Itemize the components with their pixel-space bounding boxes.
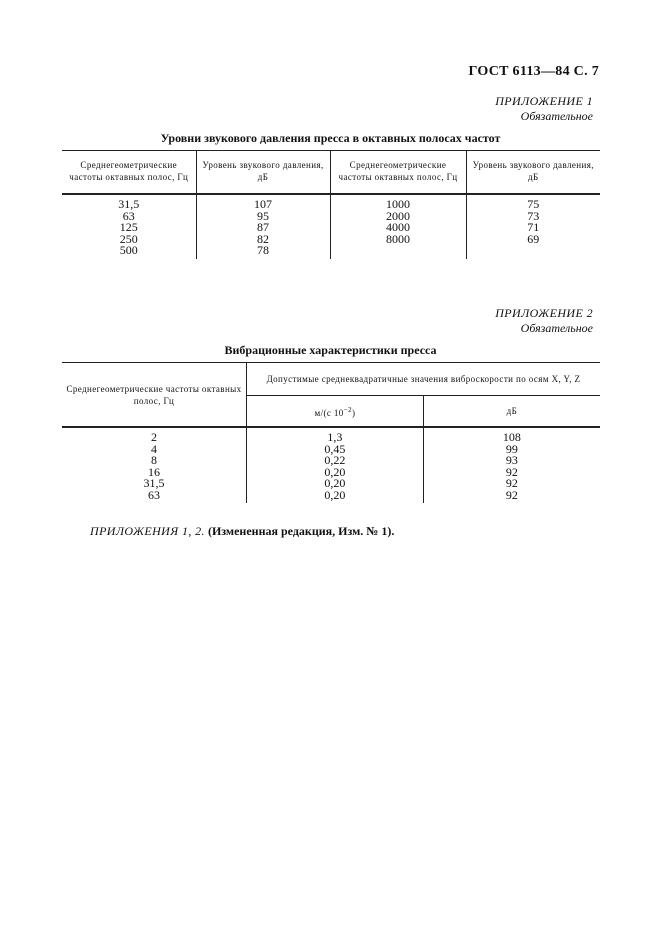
- table-cell: 93: [423, 455, 600, 467]
- table-cell: 99: [423, 444, 600, 456]
- appendix-1-label: ПРИЛОЖЕНИЕ 1: [495, 94, 593, 108]
- table-cell: 1,3: [247, 427, 424, 444]
- table-row: [62, 234, 600, 246]
- page-header: ГОСТ 6113—84 С. 7: [468, 64, 599, 79]
- table-cell: 0,20: [247, 467, 424, 479]
- table-2-title: Вибрационные характеристики пресса: [224, 343, 437, 357]
- table-cell: 82: [196, 234, 330, 246]
- table-cell: 2000: [330, 211, 466, 223]
- table-cell: 73: [466, 211, 600, 223]
- table-cell: 0,45: [247, 444, 424, 456]
- table-cell: 63: [148, 487, 161, 502]
- table-cell: 1000: [330, 194, 466, 211]
- table-cell: 31,5: [118, 197, 140, 211]
- table-1-header-cell: Среднегеометрические частоты октавных полос, Гц: [330, 151, 466, 195]
- table-cell: 92: [423, 478, 600, 490]
- appendix-2-block: [495, 306, 593, 336]
- table-1-header-row: [62, 151, 600, 195]
- table-1-header-cell: Уровень звукового давления, дБ: [466, 151, 600, 195]
- table-cell: 4000: [330, 222, 466, 234]
- table-cell: 0,20: [247, 490, 424, 504]
- unit-close: ): [351, 407, 356, 418]
- table-cell: 8: [151, 453, 158, 467]
- table-cell: 8000: [330, 234, 466, 246]
- table-cell: [466, 245, 600, 259]
- table-cell: 16: [148, 464, 161, 479]
- table-row: [62, 490, 600, 504]
- table-cell: 69: [466, 234, 600, 246]
- table-cell: 500: [119, 243, 138, 257]
- table-2-group-header: Допустимые среднеквадратичные значения виброскорости по осям X, Y, Z: [247, 363, 600, 396]
- table-row: [62, 222, 600, 234]
- table-cell: 2: [151, 430, 158, 444]
- table-cell: 71: [466, 222, 600, 234]
- appendix-2-label: ПРИЛОЖЕНИЕ 2: [495, 306, 593, 320]
- vibration-table: [62, 362, 600, 503]
- table-cell: 0,22: [247, 455, 424, 467]
- table-cell: 0,20: [247, 478, 424, 490]
- table-row: [62, 194, 600, 211]
- table-cell: [330, 245, 466, 259]
- table-1-title: Уровни звукового давления пресса в октавных полосах частот: [160, 131, 501, 145]
- sound-pressure-table: [62, 150, 600, 259]
- footnote-reference: ПРИЛОЖЕНИЯ 1, 2.: [90, 524, 205, 538]
- footnote-amendment: (Измененная редакция, Изм. № 1).: [207, 524, 395, 538]
- table-row: [62, 245, 600, 259]
- table-1-header-cell: Уровень звукового давления, дБ: [196, 151, 330, 195]
- unit-text: м/(с 10: [314, 407, 344, 418]
- appendix-1-block: [495, 94, 593, 124]
- table-row: [62, 211, 600, 223]
- table-2-header-row: [62, 363, 600, 396]
- table-cell: 95: [196, 211, 330, 223]
- unit-exponent: −2: [343, 405, 352, 414]
- table-2-freq-header: Среднегеометрические частоты октавных полос, Гц: [66, 383, 242, 406]
- table-cell: 107: [196, 194, 330, 211]
- table-cell: 75: [466, 194, 600, 211]
- table-cell: 92: [423, 490, 600, 504]
- table-cell: 31,5: [143, 476, 165, 490]
- table-2-unit-header: [247, 396, 424, 428]
- table-2-db-header: дБ: [423, 396, 600, 428]
- table-cell: 92: [423, 467, 600, 479]
- table-1-header-cell: Среднегеометрические частоты октавных полос, Гц: [69, 160, 189, 182]
- table-cell: 87: [196, 222, 330, 234]
- table-cell: 4: [151, 441, 158, 456]
- table-cell: 250: [119, 231, 138, 246]
- appendix-1-status: Обязательное: [520, 109, 593, 123]
- table-cell: 78: [196, 245, 330, 259]
- appendix-2-status: Обязательное: [520, 321, 593, 335]
- table-cell: 63: [122, 208, 135, 223]
- table-cell: 108: [423, 427, 600, 444]
- footnote: [90, 524, 394, 539]
- table-cell: 125: [119, 220, 138, 234]
